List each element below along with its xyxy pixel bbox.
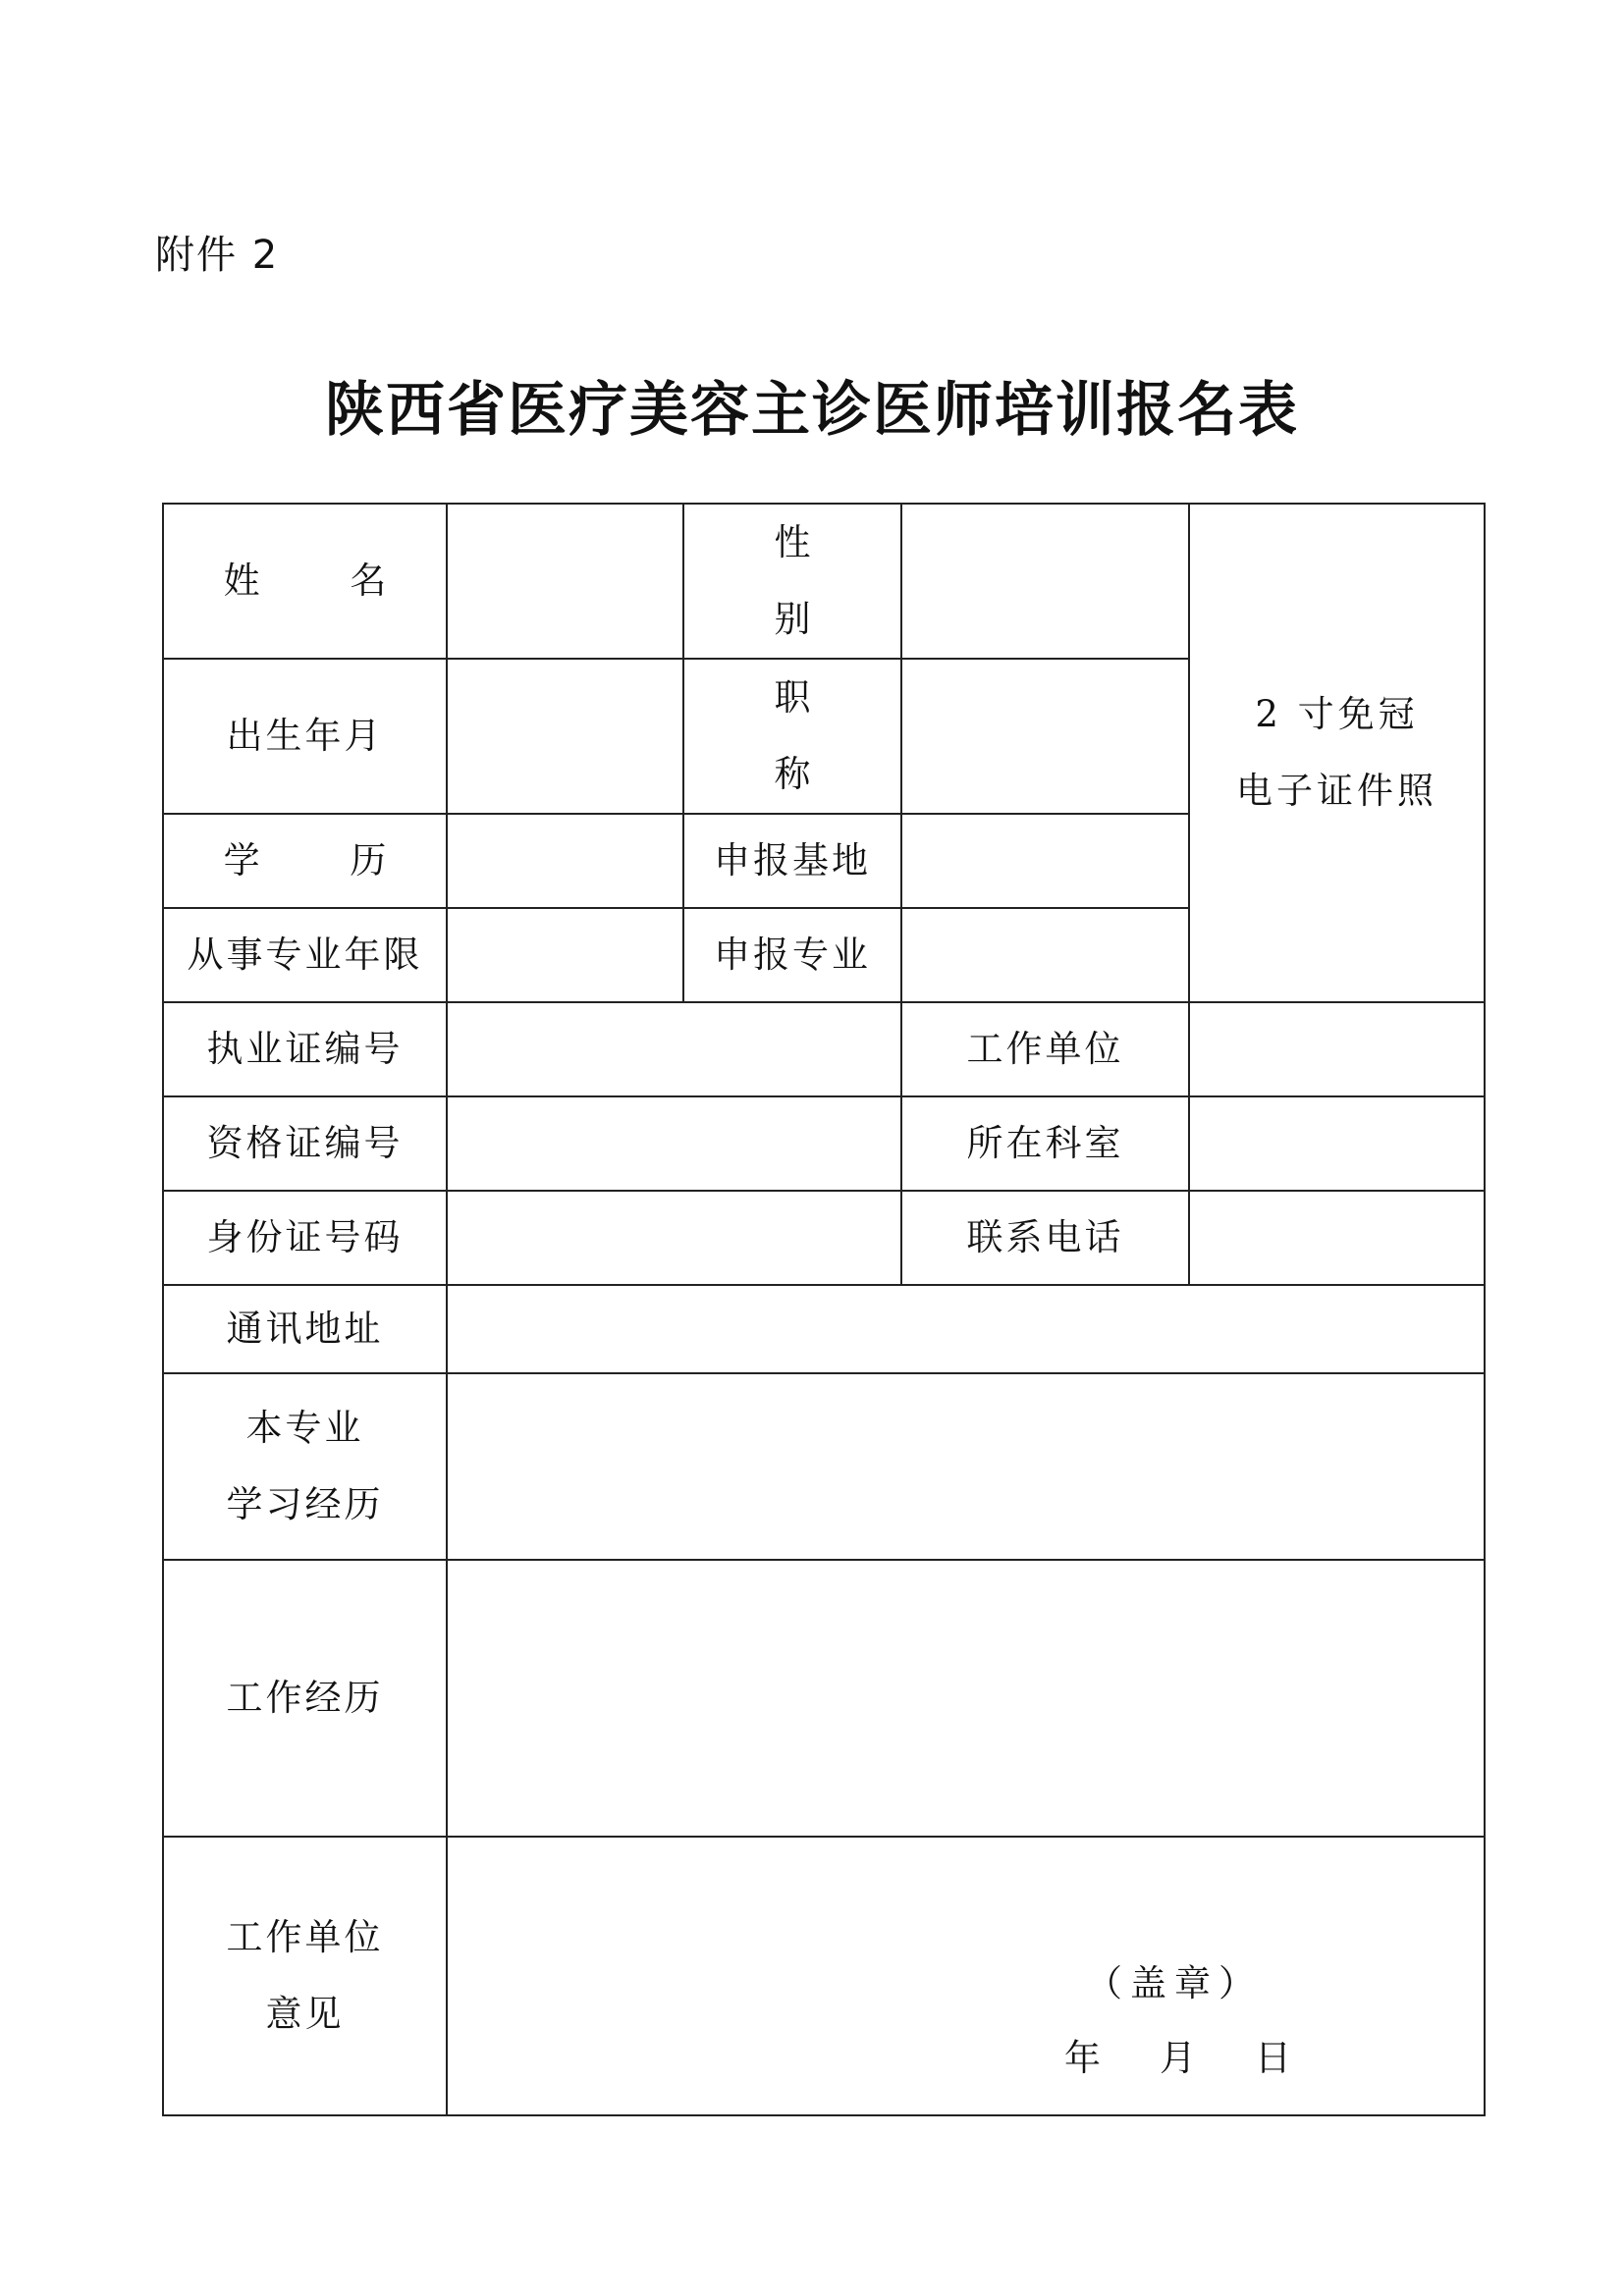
name-label: 姓 名 — [163, 504, 447, 659]
education-field[interactable] — [447, 814, 683, 908]
workplace-opinion-label-line1: 工作单位 — [226, 1916, 384, 1958]
birth-label: 出生年月 — [163, 659, 447, 814]
work-history-field[interactable] — [447, 1560, 1485, 1837]
address-label: 通讯地址 — [163, 1285, 447, 1373]
qualification-number-label: 资格证编号 — [163, 1096, 447, 1191]
gender-field[interactable] — [901, 504, 1189, 659]
workplace-opinion-label-line2: 意见 — [265, 1993, 345, 2035]
attachment-label: 附件 2 — [155, 233, 280, 278]
gender-label: 性 别 — [683, 504, 901, 659]
phone-field[interactable] — [1189, 1191, 1485, 1285]
phone-label: 联系电话 — [901, 1191, 1189, 1285]
study-history-label-line1: 本专业 — [245, 1407, 364, 1449]
qualification-number-field[interactable] — [447, 1096, 901, 1191]
applied-specialty-field[interactable] — [901, 908, 1189, 1002]
photo-area[interactable] — [1189, 504, 1485, 1002]
date-month: 月 — [1160, 2037, 1196, 2079]
birth-field[interactable] — [447, 659, 683, 814]
workplace-opinion-field[interactable] — [447, 1837, 1485, 2115]
seal-text: （盖章） — [1086, 1962, 1263, 2004]
license-number-label: 执业证编号 — [163, 1002, 447, 1096]
photo-hint-line1: 2 寸免冠 — [1255, 693, 1419, 735]
page-title: 陕西省医疗美容主诊医师培训报名表 — [325, 376, 1299, 445]
workplace-field[interactable] — [1189, 1002, 1485, 1096]
date-line — [1064, 2020, 1291, 2097]
department-label: 所在科室 — [901, 1096, 1189, 1191]
id-number-label: 身份证号码 — [163, 1191, 447, 1285]
photo-hint-line2: 电子证件照 — [1236, 770, 1437, 812]
years-in-specialty-label: 从事专业年限 — [163, 908, 447, 1002]
professional-title-label: 职 称 — [683, 659, 901, 814]
department-field[interactable] — [1189, 1096, 1485, 1191]
professional-title-field[interactable] — [901, 659, 1189, 814]
applied-specialty-label: 申报专业 — [683, 908, 901, 1002]
date-year: 年 — [1064, 2037, 1101, 2079]
registration-form-table — [162, 503, 1486, 2116]
date-day: 日 — [1255, 2037, 1291, 2079]
work-history-label: 工作经历 — [163, 1560, 447, 1837]
name-field[interactable] — [447, 504, 683, 659]
workplace-label: 工作单位 — [901, 1002, 1189, 1096]
address-field[interactable] — [447, 1285, 1485, 1373]
education-label: 学 历 — [163, 814, 447, 908]
license-number-field[interactable] — [447, 1002, 901, 1096]
study-history-label — [163, 1373, 447, 1560]
training-base-label: 申报基地 — [683, 814, 901, 908]
years-in-specialty-field[interactable] — [447, 908, 683, 1002]
study-history-field[interactable] — [447, 1373, 1485, 1560]
training-base-field[interactable] — [901, 814, 1189, 908]
workplace-opinion-label — [163, 1837, 447, 2115]
study-history-label-line2: 学习经历 — [226, 1483, 384, 1525]
id-number-field[interactable] — [447, 1191, 901, 1285]
